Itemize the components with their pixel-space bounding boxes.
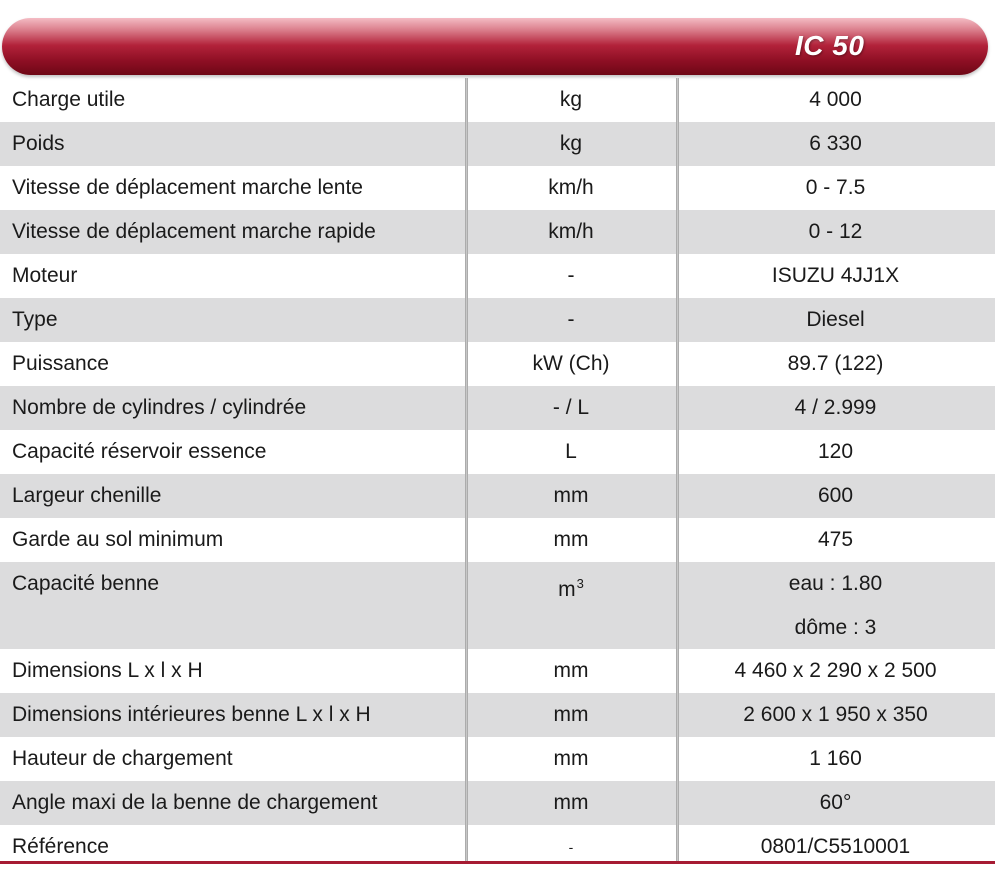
- spec-label: Capacité benne: [12, 572, 160, 595]
- spec-unit: km/h: [548, 220, 594, 243]
- table-row: [0, 737, 995, 781]
- table-row: [0, 430, 995, 474]
- spec-value: ISUZU 4JJ1X: [771, 264, 900, 287]
- spec-unit: -: [567, 308, 575, 331]
- spec-label: Angle maxi de la benne de chargement: [12, 791, 378, 814]
- spec-value: 4 / 2.999: [794, 396, 877, 419]
- spec-label: Type: [12, 308, 58, 331]
- spec-value: 2 600 x 1 950 x 350: [743, 703, 928, 726]
- spec-value: 89.7 (122): [787, 352, 884, 375]
- table-row: [0, 518, 995, 562]
- spec-value: [676, 562, 995, 649]
- spec-value: 120: [817, 440, 854, 463]
- spec-label: Hauteur de chargement: [12, 747, 233, 770]
- table-row: [0, 386, 995, 430]
- spec-table: [0, 78, 995, 869]
- spec-unit-text: -: [568, 839, 574, 855]
- spec-value-line: eau : 1.80: [788, 572, 883, 595]
- table-row: [0, 298, 995, 342]
- spec-label: Vitesse de déplacement marche rapide: [12, 220, 376, 243]
- spec-value: 600: [817, 484, 854, 507]
- spec-label: Largeur chenille: [12, 484, 162, 507]
- spec-unit: mm: [553, 484, 589, 507]
- spec-unit: - / L: [552, 396, 590, 419]
- column-divider: [676, 78, 679, 862]
- table-row: [0, 254, 995, 298]
- table-row: [0, 474, 995, 518]
- spec-label: Charge utile: [12, 88, 126, 111]
- table-row: [0, 166, 995, 210]
- spec-unit: [466, 562, 676, 649]
- spec-label: Puissance: [12, 352, 109, 375]
- spec-value: 4 000: [809, 88, 862, 111]
- table-row: [0, 342, 995, 386]
- spec-label: Garde au sol minimum: [12, 528, 224, 551]
- spec-label: Poids: [12, 132, 65, 155]
- spec-unit: mm: [553, 659, 589, 682]
- spec-unit: mm: [553, 747, 589, 770]
- spec-label: Dimensions intérieures benne L x l x H: [12, 703, 371, 726]
- column-divider: [465, 78, 468, 862]
- spec-label: Capacité réservoir essence: [12, 440, 267, 463]
- spec-unit: kg: [559, 88, 583, 111]
- spec-value: 0 - 12: [808, 220, 863, 243]
- spec-value: Diesel: [806, 308, 865, 331]
- table-row: [0, 649, 995, 693]
- spec-unit: km/h: [548, 176, 594, 199]
- spec-label: Nombre de cylindres / cylindrée: [12, 396, 307, 419]
- spec-value: 475: [817, 528, 854, 551]
- spec-unit: kg: [559, 132, 583, 155]
- table-row: [0, 693, 995, 737]
- table-row: [0, 781, 995, 825]
- table-row: [0, 122, 995, 166]
- table-row: [0, 78, 995, 122]
- spec-unit: mm: [553, 703, 589, 726]
- spec-label: Moteur: [12, 264, 78, 287]
- table-row: [0, 562, 995, 649]
- bottom-rule: [0, 861, 995, 864]
- spec-label: Dimensions L x l x H: [12, 659, 203, 682]
- spec-label: Référence: [12, 835, 109, 858]
- spec-value: 6 330: [809, 132, 862, 155]
- spec-unit: L: [565, 440, 577, 463]
- spec-value: 4 460 x 2 290 x 2 500: [734, 659, 937, 682]
- spec-unit-base: m: [558, 578, 576, 601]
- spec-unit: mm: [553, 791, 589, 814]
- spec-value-line: dôme : 3: [794, 616, 877, 639]
- spec-label: Vitesse de déplacement marche lente: [12, 176, 363, 199]
- spec-value: 60°: [819, 791, 852, 814]
- spec-value: 0 - 7.5: [805, 176, 866, 199]
- spec-unit: kW (Ch): [532, 352, 610, 375]
- model-title: IC 50: [795, 30, 865, 61]
- spec-unit: mm: [553, 528, 589, 551]
- spec-unit-superscript: 3: [576, 576, 584, 591]
- spec-value: 1 160: [809, 747, 862, 770]
- spec-unit: -: [567, 264, 575, 287]
- spec-value: 0801/C5510001: [760, 835, 911, 858]
- table-row: [0, 210, 995, 254]
